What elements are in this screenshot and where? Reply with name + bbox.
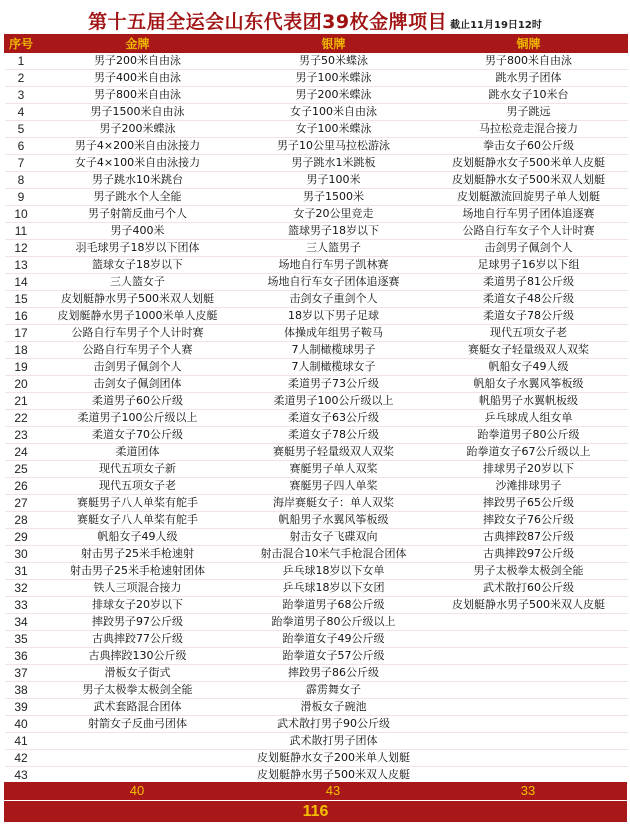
bronze-event: 柔道女子48公斤级: [430, 291, 628, 308]
row-index: 21: [5, 393, 38, 410]
bronze-event: 拳击女子60公斤级: [430, 138, 628, 155]
silver-event: 海岸赛艇女子：单人双桨: [238, 495, 430, 512]
silver-event: 场地自行车男子凯林赛: [238, 257, 430, 274]
row-index: 20: [5, 376, 38, 393]
gold-event: 男子4×200米自由泳接力: [38, 138, 238, 155]
table-row: [5, 359, 628, 376]
bronze-event: 跳水男子团体: [430, 70, 628, 87]
gold-event: 柔道男子60公斤级: [38, 393, 238, 410]
row-index: 13: [5, 257, 38, 274]
table-row: [5, 546, 628, 563]
row-index: 28: [5, 512, 38, 529]
table-row: [5, 240, 628, 257]
table-row: [5, 87, 628, 104]
silver-event: 射击混合10米气手枪混合团体: [238, 546, 430, 563]
table-row: [5, 699, 628, 716]
gold-event: 男子400米自由泳: [38, 70, 238, 87]
column-header-index: 序号: [5, 35, 38, 53]
row-index: 43: [5, 767, 38, 784]
silver-event: 赛艇男子轻量级双人双桨: [238, 444, 430, 461]
bronze-total: 33: [429, 782, 627, 800]
gold-event: 铁人三项混合接力: [38, 580, 238, 597]
bronze-event: 男子跳远: [430, 104, 628, 121]
silver-event: 跆拳道男子68公斤级: [238, 597, 430, 614]
bronze-event: 跳水女子10米台: [430, 87, 628, 104]
row-index: 6: [5, 138, 38, 155]
row-index: 11: [5, 223, 38, 240]
silver-event: 摔跤男子86公斤级: [238, 665, 430, 682]
row-index: 41: [5, 733, 38, 750]
column-header-gold: 金牌: [38, 35, 238, 53]
gold-event: 古典摔跤77公斤级: [38, 631, 238, 648]
gold-event: 男子射箭反曲弓个人: [38, 206, 238, 223]
gold-event: 女子4×100米自由泳接力: [38, 155, 238, 172]
table-row: [5, 257, 628, 274]
silver-event: 皮划艇静水女子200米单人划艇: [238, 750, 430, 767]
table-row: [5, 580, 628, 597]
row-index: 26: [5, 478, 38, 495]
gold-event: 男子200米自由泳: [38, 53, 238, 70]
silver-event: 场地自行车女子团体追逐赛: [238, 274, 430, 291]
row-index: 7: [5, 155, 38, 172]
silver-event: 男子100米蝶泳: [238, 70, 430, 87]
silver-event: 柔道女子63公斤级: [238, 410, 430, 427]
row-index: 2: [5, 70, 38, 87]
bronze-event: 赛艇女子轻量级双人双桨: [430, 342, 628, 359]
table-row: [5, 733, 628, 750]
table-row: [5, 495, 628, 512]
row-index: 14: [5, 274, 38, 291]
bronze-event: 摔跤女子76公斤级: [430, 512, 628, 529]
table-row: [5, 223, 628, 240]
bronze-event: [430, 648, 628, 665]
row-index: 22: [5, 410, 38, 427]
gold-total: 40: [37, 782, 237, 800]
gold-event: 现代五项女子老: [38, 478, 238, 495]
table-row: [5, 410, 628, 427]
gold-event: 男子200米蝶泳: [38, 121, 238, 138]
bronze-event: [430, 733, 628, 750]
bronze-event: 皮划艇静水女子500米双人划艇: [430, 172, 628, 189]
gold-event: 滑板女子街式: [38, 665, 238, 682]
table-row: [5, 478, 628, 495]
gold-event: 男子跳水10米跳台: [38, 172, 238, 189]
table-row: [5, 121, 628, 138]
table-row: [5, 614, 628, 631]
bronze-event: [430, 716, 628, 733]
gold-event: 柔道团体: [38, 444, 238, 461]
bronze-event: 帆船女子水翼风筝板级: [430, 376, 628, 393]
gold-event: 排球女子20岁以下: [38, 597, 238, 614]
row-index: 16: [5, 308, 38, 325]
row-index: 31: [5, 563, 38, 580]
bronze-event: 帆船女子49人级: [430, 359, 628, 376]
page-subtitle: 截止11月19日12时: [450, 20, 542, 31]
gold-event: 古典摔跤130公斤级: [38, 648, 238, 665]
silver-total: 43: [237, 782, 429, 800]
bronze-event: 武术散打60公斤级: [430, 580, 628, 597]
title-row: [0, 0, 630, 34]
table-row: [5, 53, 628, 70]
gold-event: 射击男子25米手枪速射: [38, 546, 238, 563]
silver-event: 男子10公里马拉松游泳: [238, 138, 430, 155]
bronze-event: 排球男子20岁以下: [430, 461, 628, 478]
silver-event: 跆拳道男子80公斤级以上: [238, 614, 430, 631]
table-row: [5, 70, 628, 87]
column-header-bronze: 铜牌: [430, 35, 628, 53]
bronze-event: [430, 767, 628, 784]
silver-event: 柔道男子100公斤级以上: [238, 393, 430, 410]
table-row: [5, 427, 628, 444]
gold-event: 男子400米: [38, 223, 238, 240]
bronze-event: 马拉松竞走混合接力: [430, 121, 628, 138]
silver-event: 乒乓球18岁以下女团: [238, 580, 430, 597]
row-index: 18: [5, 342, 38, 359]
gold-event: 摔跤男子97公斤级: [38, 614, 238, 631]
row-index: 33: [5, 597, 38, 614]
silver-event: 赛艇男子四人单桨: [238, 478, 430, 495]
gold-event: 柔道女子70公斤级: [38, 427, 238, 444]
table-row: [5, 104, 628, 121]
silver-event: 跆拳道女子49公斤级: [238, 631, 430, 648]
bronze-event: [430, 614, 628, 631]
silver-event: 赛艇男子单人双桨: [238, 461, 430, 478]
bronze-event: 足球男子16岁以下组: [430, 257, 628, 274]
bronze-event: 柔道女子78公斤级: [430, 308, 628, 325]
row-index: 23: [5, 427, 38, 444]
totals-spacer: [4, 782, 37, 800]
bronze-event: 现代五项女子老: [430, 325, 628, 342]
table-row: [5, 767, 628, 784]
gold-event: 赛艇男子八人单桨有舵手: [38, 495, 238, 512]
silver-event: 18岁以下男子足球: [238, 308, 430, 325]
bronze-event: [430, 699, 628, 716]
bronze-event: 古典摔跤97公斤级: [430, 546, 628, 563]
table-body: [5, 53, 628, 784]
table-row: [5, 716, 628, 733]
silver-event: 男子1500米: [238, 189, 430, 206]
silver-event: 7人制橄榄球男子: [238, 342, 430, 359]
table-row: [5, 206, 628, 223]
silver-event: 帆船男子水翼风筝板级: [238, 512, 430, 529]
bronze-event: [430, 682, 628, 699]
bronze-event: 古典摔跤87公斤级: [430, 529, 628, 546]
row-index: 5: [5, 121, 38, 138]
bronze-event: 摔跤男子65公斤级: [430, 495, 628, 512]
table-row: [5, 393, 628, 410]
row-index: 3: [5, 87, 38, 104]
row-index: 12: [5, 240, 38, 257]
row-index: 37: [5, 665, 38, 682]
row-index: 19: [5, 359, 38, 376]
gold-event: 男子跳水个人全能: [38, 189, 238, 206]
bronze-event: 皮划艇激流回旋男子单人划艇: [430, 189, 628, 206]
table-header-row: [5, 35, 628, 53]
gold-event: 击剑女子佩剑团体: [38, 376, 238, 393]
gold-event: 现代五项女子新: [38, 461, 238, 478]
gold-event: 皮划艇静水男子500米双人划艇: [38, 291, 238, 308]
silver-event: 皮划艇静水男子500米双人皮艇: [238, 767, 430, 784]
table-row: [5, 325, 628, 342]
silver-event: 篮球男子18岁以下: [238, 223, 430, 240]
table-row: [5, 291, 628, 308]
gold-event: 男子太极拳太极剑全能: [38, 682, 238, 699]
silver-event: 7人制橄榄球女子: [238, 359, 430, 376]
table-row: [5, 665, 628, 682]
row-index: 4: [5, 104, 38, 121]
gold-event: 赛艇女子八人单桨有舵手: [38, 512, 238, 529]
bronze-event: 场地自行车男子团体追逐赛: [430, 206, 628, 223]
gold-event: 公路自行车男子个人计时赛: [38, 325, 238, 342]
silver-event: 滑板女子碗池: [238, 699, 430, 716]
row-index: 34: [5, 614, 38, 631]
table-row: [5, 750, 628, 767]
overall-total: 116: [4, 801, 627, 822]
totals-row: [4, 782, 627, 800]
column-header-silver: 银牌: [238, 35, 430, 53]
table-row: [5, 274, 628, 291]
bronze-event: [430, 631, 628, 648]
table-row: [5, 189, 628, 206]
silver-event: 射击女子飞碟双向: [238, 529, 430, 546]
silver-event: 男子50米蝶泳: [238, 53, 430, 70]
gold-event: 柔道男子100公斤级以上: [38, 410, 238, 427]
row-index: 36: [5, 648, 38, 665]
table-row: [5, 648, 628, 665]
bronze-event: 公路自行车女子个人计时赛: [430, 223, 628, 240]
table-row: [5, 512, 628, 529]
medal-table: [4, 34, 628, 784]
gold-event: [38, 733, 238, 750]
silver-event: 乒乓球18岁以下女单: [238, 563, 430, 580]
table-row: [5, 529, 628, 546]
table-row: [5, 461, 628, 478]
bronze-event: 皮划艇静水男子500米双人皮艇: [430, 597, 628, 614]
gold-event: [38, 750, 238, 767]
silver-event: 女子100米自由泳: [238, 104, 430, 121]
row-index: 8: [5, 172, 38, 189]
bronze-event: [430, 750, 628, 767]
row-index: 32: [5, 580, 38, 597]
row-index: 40: [5, 716, 38, 733]
gold-event: 羽毛球男子18岁以下团体: [38, 240, 238, 257]
gold-event: 射箭女子反曲弓团体: [38, 716, 238, 733]
table-row: [5, 682, 628, 699]
table-row: [5, 597, 628, 614]
bronze-event: 男子太极拳太极剑全能: [430, 563, 628, 580]
row-index: 30: [5, 546, 38, 563]
silver-event: 武术散打男子团体: [238, 733, 430, 750]
row-index: 9: [5, 189, 38, 206]
gold-event: 男子800米自由泳: [38, 87, 238, 104]
row-index: 39: [5, 699, 38, 716]
gold-event: 公路自行车男子个人赛: [38, 342, 238, 359]
gold-event: 击剑男子佩剑个人: [38, 359, 238, 376]
silver-event: 柔道女子78公斤级: [238, 427, 430, 444]
gold-event: 篮球女子18岁以下: [38, 257, 238, 274]
bronze-event: 击剑男子佩剑个人: [430, 240, 628, 257]
row-index: 1: [5, 53, 38, 70]
row-index: 24: [5, 444, 38, 461]
table-row: [5, 563, 628, 580]
bronze-event: [430, 665, 628, 682]
gold-event: 帆船女子49人级: [38, 529, 238, 546]
silver-event: 霹雳舞女子: [238, 682, 430, 699]
gold-event: 武术套路混合团体: [38, 699, 238, 716]
silver-event: 武术散打男子90公斤级: [238, 716, 430, 733]
bronze-event: 跆拳道女子67公斤级以上: [430, 444, 628, 461]
table-row: [5, 308, 628, 325]
silver-event: 柔道男子73公斤级: [238, 376, 430, 393]
gold-event: 男子1500米自由泳: [38, 104, 238, 121]
bronze-event: 帆船男子水翼帆板级: [430, 393, 628, 410]
silver-event: 男子200米蝶泳: [238, 87, 430, 104]
row-index: 17: [5, 325, 38, 342]
bronze-event: 柔道男子81公斤级: [430, 274, 628, 291]
table-row: [5, 155, 628, 172]
table-row: [5, 631, 628, 648]
silver-event: 男子100米: [238, 172, 430, 189]
gold-event: 射击男子25米手枪速射团体: [38, 563, 238, 580]
table-row: [5, 342, 628, 359]
row-index: 35: [5, 631, 38, 648]
silver-event: 男子跳水1米跳板: [238, 155, 430, 172]
bronze-event: 跆拳道男子80公斤级: [430, 427, 628, 444]
silver-event: 跆拳道女子57公斤级: [238, 648, 430, 665]
gold-event: 三人篮女子: [38, 274, 238, 291]
bronze-event: 皮划艇静水女子500米单人皮艇: [430, 155, 628, 172]
silver-event: 击剑女子重剑个人: [238, 291, 430, 308]
bronze-event: 沙滩排球男子: [430, 478, 628, 495]
table-row: [5, 172, 628, 189]
row-index: 15: [5, 291, 38, 308]
silver-event: 女子100米蝶泳: [238, 121, 430, 138]
row-index: 25: [5, 461, 38, 478]
table-row: [5, 444, 628, 461]
silver-event: 女子20公里竞走: [238, 206, 430, 223]
bronze-event: 男子800米自由泳: [430, 53, 628, 70]
table-row: [5, 376, 628, 393]
row-index: 29: [5, 529, 38, 546]
row-index: 27: [5, 495, 38, 512]
silver-event: 三人篮男子: [238, 240, 430, 257]
row-index: 38: [5, 682, 38, 699]
row-index: 10: [5, 206, 38, 223]
silver-event: 体操成年组男子鞍马: [238, 325, 430, 342]
page-title: 第十五届全运会山东代表团39枚金牌项目: [88, 11, 448, 33]
row-index: 42: [5, 750, 38, 767]
bronze-event: 乒乓球成人组女单: [430, 410, 628, 427]
gold-event: [38, 767, 238, 784]
table-row: [5, 138, 628, 155]
gold-event: 皮划艇静水男子1000米单人皮艇: [38, 308, 238, 325]
